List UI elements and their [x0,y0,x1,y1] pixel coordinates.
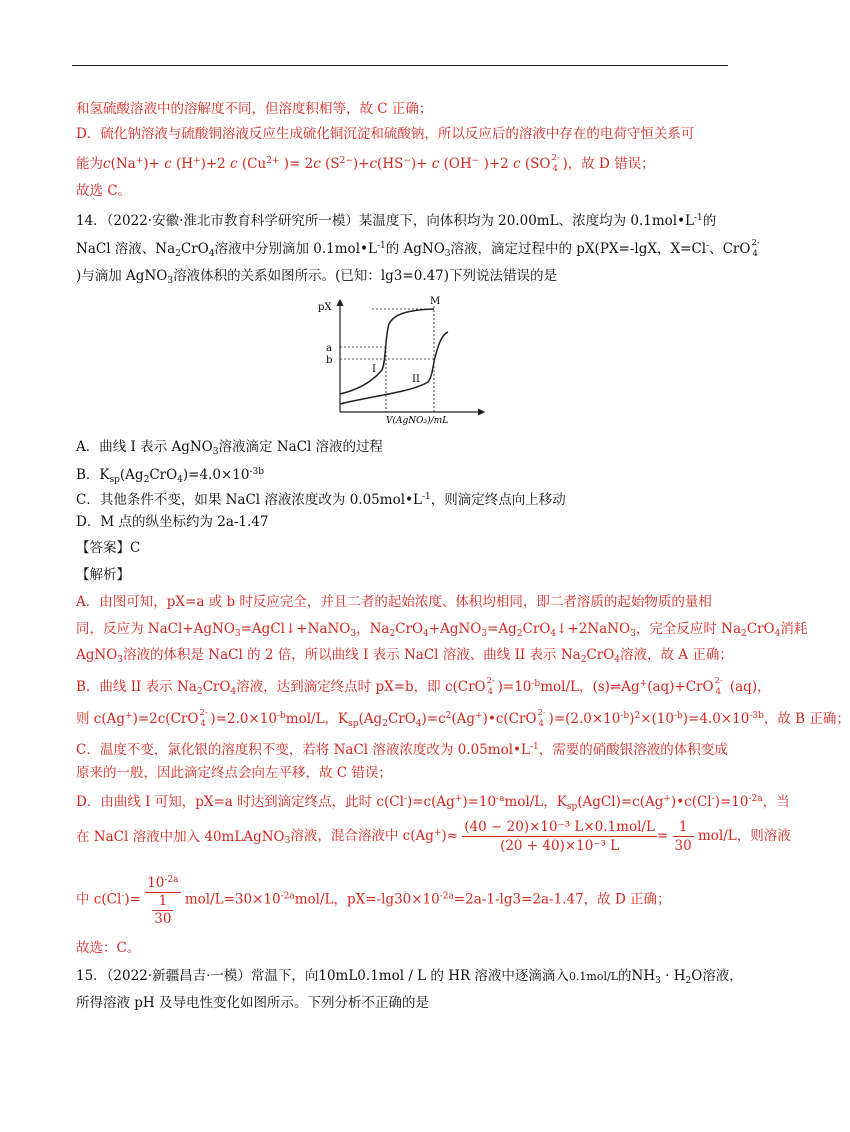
sol-B-line-2: 则 c(Ag+)=2c(CrO 2- 4 )$=2.0\times 10^{-b}mol/L$，$K_{sp}(Ag_2CrO_4)=c^2(Ag^+)•c(CrO$ 2- 4 )$=(2.0\times 10^{-b})^2\times(10^{-b})=4.0\times 10^{-3b}$，故 B 正确； [76,708,850,729]
label-curve-II: II [412,374,420,385]
titration-chart [312,296,490,424]
sol-B-line-1: B．曲线 II 表示 $Na_2CrO_4$溶液，达到滴定终点时 pX=b，即 c(CrO 2- 4 )$=10^{-b}mol/L$，(s)⇌Ag+(aq)+CrO 2- 4 (aq)， [76,676,771,697]
fraction-cl-concentration: $\frac{10^{-2a}}{\frac{1}{30}}$ [145,872,180,928]
q15-stem-line-1: 15．（2022·新疆昌吉·一模）常温下，向10mL0.1mol / L 的 HR 溶液中逐滴滴入0.1mol/L的$NH_3 \cdot H_2O$溶液， [76,968,743,986]
x-axis-label: V(AgNO₃)/mL [386,416,449,426]
fraction-ag-concentration: $\frac{\text{(40 − 20)×10⁻³ L×0.1mol/L}}{\text{(20 + 40)×10⁻³ L}}$ [464,819,655,854]
q14-answer: 【答案】C [76,540,141,556]
sol-D-line-1: D．由曲线 I 可知，pX=a 时达到滴定终点，此时 $c(Cl^-)=c(Ag^+)=10^{-a}mol/L$，$K_{sp}(AgCl)=c(Ag^+)•c(Cl^-)=10^{-2a}$，当 [76,794,790,812]
label-curve-I: I [372,364,376,375]
q14-option-B: B．$K_{sp}(Ag_2CrO_4)=4.0\times 10^{-3b}$ [76,467,264,485]
curve-II [340,332,448,404]
label-M: M [430,296,441,307]
y-axis-label: pX [318,302,332,313]
q14-stem-line-1: 14．（2022·安徽·淮北市教育科学研究所一模）某温度下，向体积均为 20.00mL、浓度均为 $0.1mol•L^{-1}$的 [76,213,717,229]
prev-conclusion: 故选 C。 [76,183,132,199]
sol-C-line-1: C．温度不变，氯化银的溶度积不变，若将 NaCl 溶液浓度改为 $0.05mol•L^{-1}$，需要的硝酸银溶液的体积变成 [76,742,728,758]
label-b: b [326,355,333,366]
q15-stem-line-2: 所得溶液 pH 及导电性变化如图所示。下列分析不正确的是 [76,995,429,1011]
sol-A-line-1: A．由图可知，pX=a 或 b 时反应完全，并且二者的起始浓度、体积均相同，即二者溶质的起始物质的量相 [76,594,712,610]
fraction-one-thirtieth: $\frac{1}{30}$ [674,819,692,854]
sol-A-line-3: AgNO$_3$溶液的体积是 NaCl 的 2 倍，所以曲线 I 表示 NaCl 溶液、曲线 II 表示 $Na_2CrO_4$溶液，故 A 正确； [76,647,733,665]
label-a: a [326,343,332,354]
q14-stem-line-2: NaCl 溶液、$Na_2CrO_4$溶液中分别滴加 $0.1mol•L^{-1}$的 AgNO$_3$溶液，滴定过程中的 pX(PX=-lgX，X=Cl-、CrO 2- 4 [76,238,760,259]
q14-analysis-heading: 【解析】 [76,567,130,583]
prev-line-3: 能为c(Na+)+ c (H+)+2 c ($Cu^{2+}$ )= 2c $(S^{2-})+c(HS^-)+ c$ (OH− )+2 c (SO 2- 4 )，故 D 错误； [76,153,655,174]
q14-option-C: C．其他条件不变，如果 NaCl 溶液浓度改为 $0.05mol•L^{-1}$，则滴定终点向上移动 [76,492,566,508]
sol-D-line-2: 在 NaCl 溶液中加入 40mLAgNO$_3$溶液，混合溶液中 c(Ag+)≈ $\frac{\text{(40 − 20)×10⁻³ L×0.1mol/L}}{\text{(20 + 40)×10⁻³ L}}$ = $\frac{1}{30}$ mol/L，则溶液 [76,819,791,854]
q14-option-D: D．M 点的纵坐标约为 2a-1.47 [76,514,269,530]
q14-stem-line-3: )与滴加 AgNO$_3$溶液体积的关系如图所示。(已知：lg3=0.47)下列说法错误的是 [76,268,558,286]
sol-D-line-3: 中 c(Cl-)= $\frac{10^{-2a}}{\frac{1}{30}}$ mol/$L=30\times 10^{-2a}mol/L$，$pX=-\lg 30\times 10^{-2a}=2a-1-\lg 3=2a-1.47$，故 D 正确； [76,872,671,928]
sol-C-line-2: 原来的一般，因此滴定终点会向左平移，故 C 错误； [76,765,392,781]
sol-A-line-2: 同，反应为 NaCl+AgNO$_3$=AgCl↓+NaNO$_3$，$Na_2CrO_4+AgNO_3=Ag_2CrO_4↓+2NaNO_3$，完全反应时 $Na_2CrO_4$消耗 [76,621,808,639]
q14-option-A: A．曲线 I 表示 AgNO$_3$溶液滴定 NaCl 溶液的过程 [76,439,384,457]
header-rule [72,65,728,66]
prev-line-1: 和氢硫酸溶液中的溶解度不同，但溶度积相等，故 C 正确； [76,101,433,117]
prev-line-2: D．硫化钠溶液与硫酸铜溶液反应生成硫化铜沉淀和硫酸钠，所以反应后的溶液中存在的电荷守恒关系可 [76,126,695,142]
sol-conclusion: 故选：C。 [76,940,141,956]
